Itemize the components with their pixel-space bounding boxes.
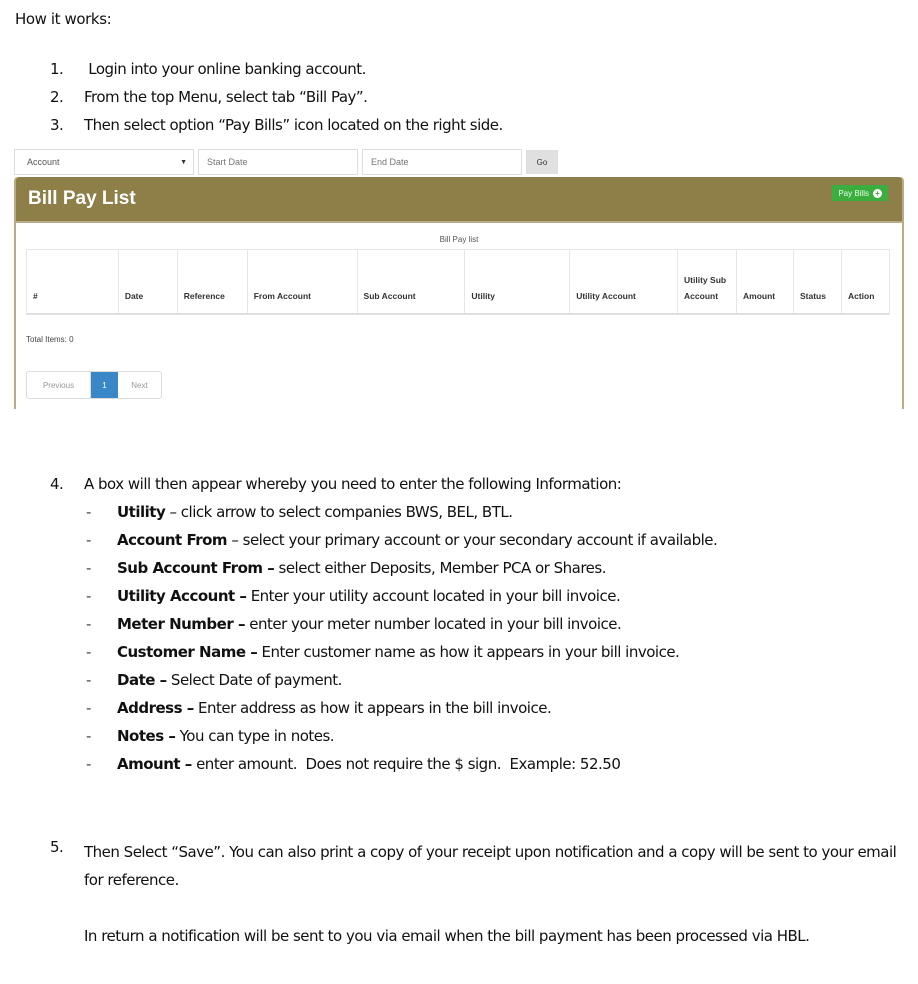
step-text: A box will then appear whereby you need to enter the following Information: xyxy=(84,475,622,493)
previous-page-button[interactable]: Previous xyxy=(27,372,91,398)
panel-body xyxy=(16,223,902,407)
field-description: select your primary account or your secondary account if available. xyxy=(242,531,718,549)
step-number: 2. xyxy=(50,88,64,106)
field-label: Utility Account – xyxy=(117,587,247,605)
field-description: select either Deposits, Member PCA or Shares. xyxy=(278,559,606,577)
step-text: Then select option “Pay Bills” icon located on the right side. xyxy=(84,116,503,134)
bullet-dash-icon: - xyxy=(86,699,91,717)
step-text: Then Select “Save”. You can also print a copy of your receipt upon notification and a copy will be sent to your email for reference. xyxy=(84,843,897,889)
column-header[interactable]: From Account xyxy=(247,250,357,314)
page-heading: How it works: xyxy=(15,10,112,28)
end-date-input[interactable] xyxy=(362,149,522,175)
bullet-dash-icon: - xyxy=(86,559,91,577)
pagination xyxy=(26,371,162,399)
column-header[interactable]: Reference xyxy=(177,250,247,314)
table-header-row xyxy=(27,250,890,314)
list-item xyxy=(86,694,717,722)
list-item xyxy=(86,554,717,582)
step-2 xyxy=(50,83,503,111)
go-button[interactable]: Go xyxy=(526,150,558,174)
step-text: From the top Menu, select tab “Bill Pay”. xyxy=(84,88,368,106)
step-4-intro xyxy=(50,470,717,498)
panel-title: Bill Pay List xyxy=(28,188,136,209)
bullet-dash-icon: - xyxy=(86,727,91,745)
field-label: Meter Number – xyxy=(117,615,245,633)
column-header[interactable]: Status xyxy=(793,250,841,314)
field-description: enter amount. Does not require the $ sign. Example: 52.50 xyxy=(196,755,621,773)
field-label: Amount – xyxy=(117,755,192,773)
field-label: Account From xyxy=(117,531,228,549)
bullet-dash-icon: - xyxy=(86,615,91,633)
table-caption: Bill Pay list xyxy=(439,235,479,244)
step-4 xyxy=(50,470,717,778)
field-label: Address – xyxy=(117,699,194,717)
column-header[interactable]: Utility xyxy=(465,250,570,314)
column-header[interactable]: Utility Sub Account xyxy=(678,250,737,314)
pay-bills-label: Pay Bills xyxy=(838,188,869,198)
step-text: Login into your online banking account. xyxy=(84,60,366,78)
column-header[interactable]: Sub Account xyxy=(357,250,465,314)
list-item xyxy=(86,610,717,638)
next-page-button[interactable]: Next xyxy=(131,380,148,390)
bullet-dash-icon: - xyxy=(86,587,91,605)
column-header[interactable]: Action xyxy=(841,250,889,314)
field-description: You can type in notes. xyxy=(179,727,335,745)
page-1-button[interactable]: 1 xyxy=(91,372,118,398)
bullet-dash-icon: - xyxy=(86,643,91,661)
bullet-dash-icon: - xyxy=(86,755,91,773)
field-description: Enter address as how it appears in the bill invoice. xyxy=(198,699,552,717)
column-header[interactable]: Utility Account xyxy=(570,250,678,314)
separator: – xyxy=(165,503,181,521)
pay-bills-button[interactable] xyxy=(832,185,888,201)
field-description: Select Date of payment. xyxy=(170,671,342,689)
caret-down-icon: ▼ xyxy=(180,158,187,166)
list-item xyxy=(86,638,717,666)
step-3 xyxy=(50,111,503,139)
plus-circle-icon: + xyxy=(873,189,882,198)
field-label: Date – xyxy=(117,671,167,689)
account-select[interactable] xyxy=(14,149,194,175)
step-5-row xyxy=(50,838,900,894)
column-header[interactable]: Date xyxy=(118,250,177,314)
bill-pay-panel xyxy=(14,177,904,409)
field-label: Notes – xyxy=(117,727,176,745)
separator: – xyxy=(227,531,243,549)
step-number: 1. xyxy=(50,60,64,78)
field-description: enter your meter number located in your bill invoice. xyxy=(249,615,622,633)
list-item xyxy=(86,582,717,610)
field-list xyxy=(86,498,717,778)
list-item xyxy=(86,498,717,526)
step-number: 4. xyxy=(50,475,64,493)
list-item xyxy=(86,722,717,750)
bill-pay-table xyxy=(26,249,890,315)
field-label: Sub Account From – xyxy=(117,559,275,577)
column-header[interactable]: # xyxy=(27,250,119,314)
step-number: 5. xyxy=(50,838,64,856)
list-item xyxy=(86,666,717,694)
panel-header xyxy=(16,177,902,223)
notification-note: In return a notification will be sent to you via email when the bill payment has been processed via HBL. xyxy=(84,927,810,945)
field-description: click arrow to select companies BWS, BEL, BTL. xyxy=(180,503,513,521)
filter-bar xyxy=(14,149,558,175)
total-items: Total Items: 0 xyxy=(26,335,74,344)
field-label: Customer Name – xyxy=(117,643,258,661)
field-description: Enter your utility account located in your bill invoice. xyxy=(250,587,621,605)
field-description: Enter customer name as how it appears in your bill invoice. xyxy=(261,643,680,661)
bullet-dash-icon: - xyxy=(86,531,91,549)
list-item xyxy=(86,750,717,778)
step-number: 3. xyxy=(50,116,64,134)
field-label: Utility xyxy=(117,503,166,521)
column-header[interactable]: Amount xyxy=(737,250,794,314)
step-1 xyxy=(50,55,503,83)
steps-top-list xyxy=(50,55,503,139)
bullet-dash-icon: - xyxy=(86,671,91,689)
account-select-value: Account xyxy=(27,157,60,167)
step-5 xyxy=(50,838,900,950)
start-date-input[interactable] xyxy=(198,149,358,175)
list-item xyxy=(86,526,717,554)
bullet-dash-icon: - xyxy=(86,503,91,521)
